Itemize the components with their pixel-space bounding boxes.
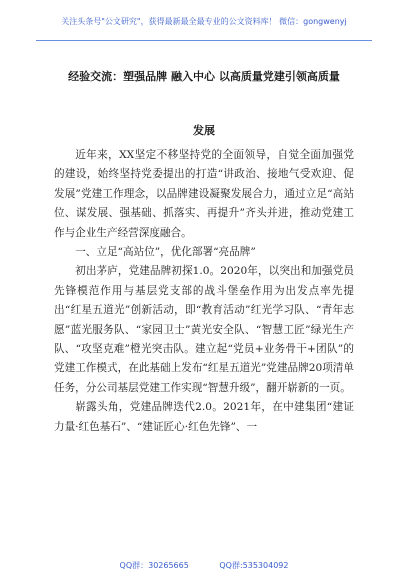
document-body bbox=[54, 146, 354, 437]
footer-qq-right: QQ群:535304092 bbox=[219, 561, 289, 570]
section-heading-1: 一、立足“高站位”，优化部署“亮品牌” bbox=[75, 246, 256, 259]
footer-qq-left: QQ群：30265665 bbox=[119, 561, 189, 570]
paragraph-intro: 近年来，XX坚定不移坚持党的全面领导，自觉全面加强党的建设，始终坚持党委提出的打造“讲政治、接地气受欢迎、促发展”党建工作理念，以品牌建设凝聚发展合力，通过立足“高站位、谋发展、强基础、抓落实、再提升”齐头并进，推动党建工作与企业生产经营深度融合。 bbox=[54, 149, 354, 239]
document-title-line-1: 经验交流：塑强品牌 融入中心 以高质量党建引领高质量 bbox=[68, 70, 340, 83]
header-banner: 关注头条号"公文研究"，获得最新最全最专业的公文资料库！ 微信：gongwenyj bbox=[61, 17, 347, 26]
document-title-line-2: 发展 bbox=[193, 124, 215, 137]
paragraph-brand-2-0: 崭露头角，党建品牌迭代2.0。2021年，在中建集团“建证力量·红色基石”、“建证匠心·红色先锋”、一 bbox=[54, 401, 354, 433]
footer-banner bbox=[0, 560, 408, 571]
paragraph-brand-1-0: 初出茅庐，党建品牌初探1.0。2020年，以突出和加强党员先锋模范作用与基层党支部的战斗堡垒作用为出发点率先提出“红星五道光”创新活动，即“教育活动”红光学习队、“青年志愿”蓝光服务队、“家园卫士”黄光安全队、“智慧工匠”绿光生产队、“攻坚克难”橙光突击队。建立起“党员+业务骨干+团队”的党建工作模式，在此基础上发布“红星五道光”党建品牌20项清单任务，分公司基层党建工作实现“智慧升级”，翻开崭新的一页。 bbox=[54, 265, 354, 394]
header-divider bbox=[36, 40, 372, 41]
